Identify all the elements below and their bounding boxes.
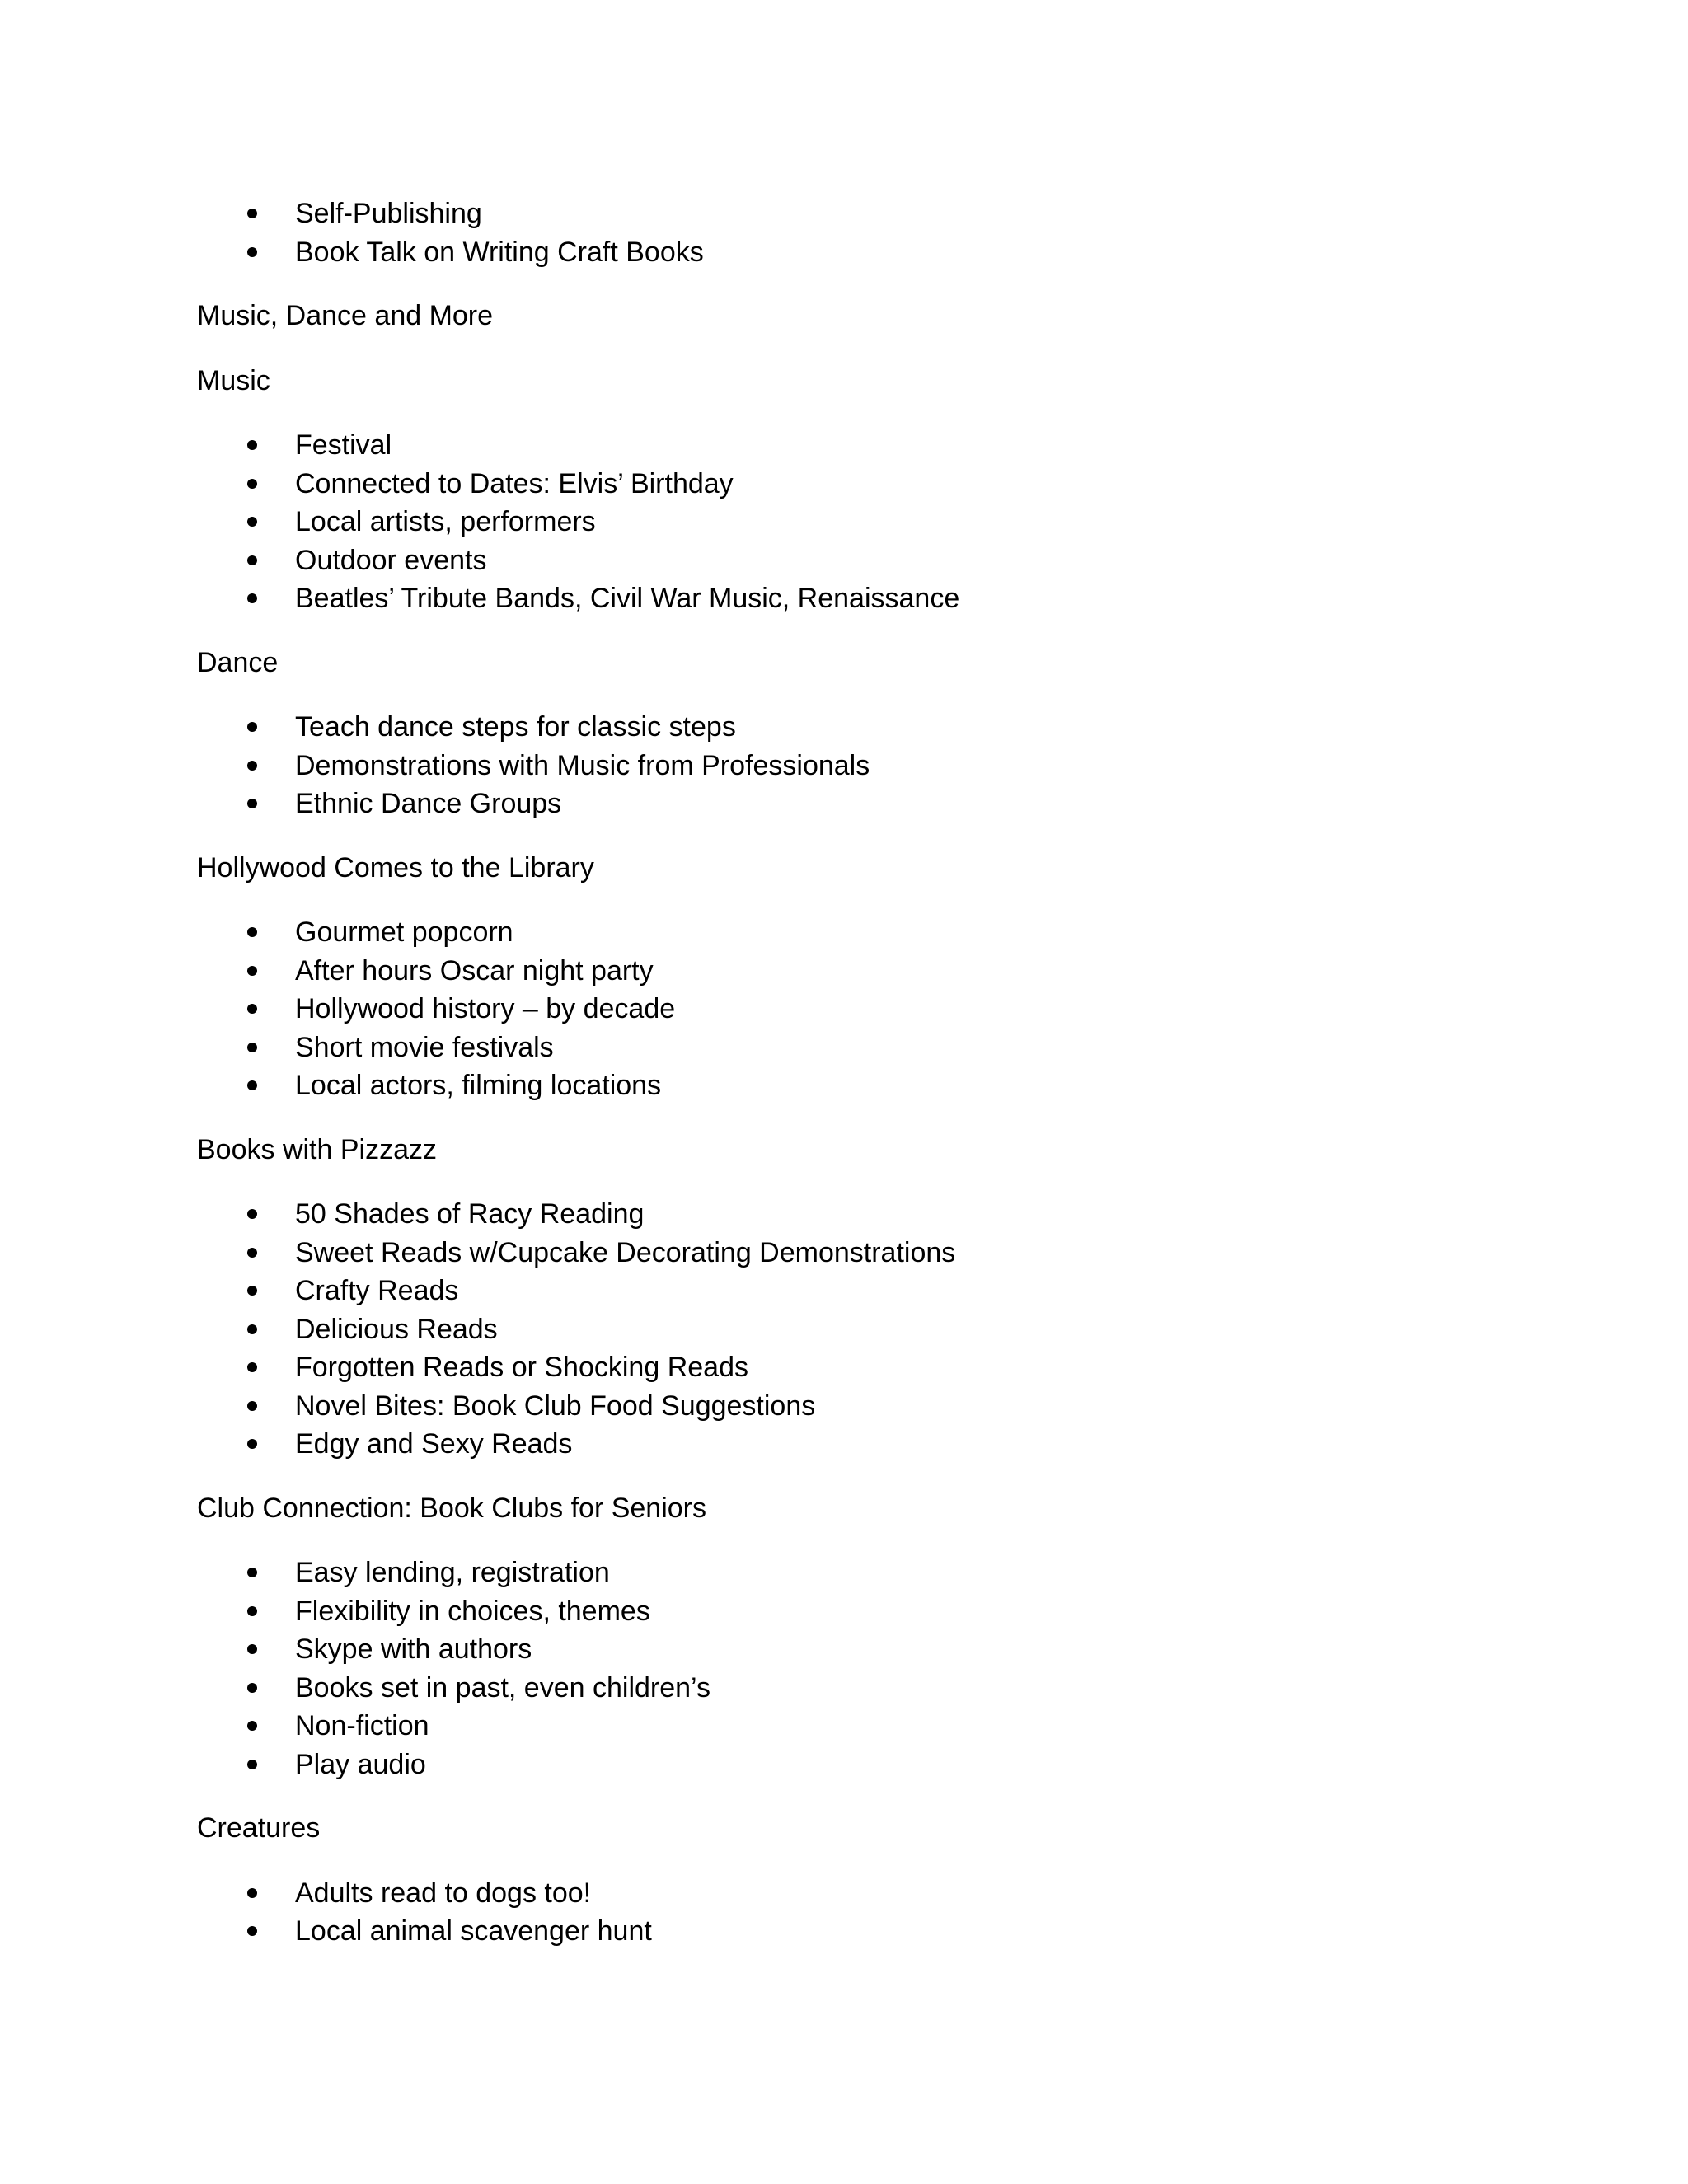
list-item-text: Short movie festivals: [295, 1031, 554, 1063]
bullet-icon: [247, 1248, 257, 1258]
bullet-icon: [247, 1209, 257, 1219]
music-list: [197, 426, 1483, 618]
section-heading-books-pizzazz: Books with Pizzazz: [197, 1133, 437, 1165]
bullet-icon: [247, 1004, 257, 1014]
intro-list: [197, 194, 1483, 271]
list-item-text: Teach dance steps for classic steps: [295, 711, 736, 743]
bullet-icon: [247, 1683, 257, 1693]
list-item: [197, 1874, 1483, 1913]
list-item-text: Connected to Dates: Elvis’ Birthday: [295, 467, 734, 499]
list-item: [197, 1707, 1483, 1746]
list-item: [197, 785, 1483, 823]
list-item: [197, 1272, 1483, 1310]
bullet-icon: [247, 722, 257, 732]
books-pizzazz-list: [197, 1195, 1483, 1464]
bullet-icon: [247, 1362, 257, 1372]
list-item: [197, 503, 1483, 541]
creatures-list: [197, 1874, 1483, 1951]
list-item: [197, 1066, 1483, 1105]
list-item-text: Ethnic Dance Groups: [295, 788, 562, 819]
list-item: [197, 952, 1483, 991]
section-heading-music: Music: [197, 364, 270, 396]
bullet-icon: [247, 555, 257, 565]
bullet-icon: [247, 209, 257, 218]
bullet-icon: [247, 247, 257, 257]
bullet-icon: [247, 1401, 257, 1411]
list-item: [197, 1746, 1483, 1784]
list-item: [197, 233, 1483, 272]
list-item-text: Sweet Reads w/Cupcake Decorating Demonstrations: [295, 1236, 956, 1268]
bullet-icon: [247, 517, 257, 527]
bullet-icon: [247, 1568, 257, 1577]
list-item: [197, 1669, 1483, 1708]
bullet-icon: [247, 1439, 257, 1449]
bullet-icon: [247, 1760, 257, 1769]
bullet-icon: [247, 1606, 257, 1616]
bullet-icon: [247, 1644, 257, 1654]
list-item: [197, 1310, 1483, 1349]
bullet-icon: [247, 1043, 257, 1052]
bullet-icon: [247, 1080, 257, 1090]
list-item-text: After hours Oscar night party: [295, 954, 654, 987]
bullet-icon: [247, 761, 257, 771]
list-item: [197, 465, 1483, 504]
list-item-text: Demonstrations with Music from Professionals: [295, 749, 870, 781]
list-item-text: Book Talk on Writing Craft Books: [295, 236, 704, 268]
bullet-icon: [247, 927, 257, 937]
list-item: [197, 1029, 1483, 1067]
bullet-icon: [247, 799, 257, 808]
bullet-icon: [247, 1721, 257, 1731]
list-item: [197, 1554, 1483, 1592]
bullet-icon: [247, 1888, 257, 1898]
bullet-icon: [247, 479, 257, 489]
list-item-text: Forgotten Reads or Shocking Reads: [295, 1352, 748, 1383]
document-content: [197, 194, 1483, 1976]
list-item-text: Non-fiction: [295, 1710, 429, 1741]
list-item: [197, 194, 1483, 233]
list-item-text: Adults read to dogs too!: [295, 1877, 592, 1909]
list-item-text: Delicious Reads: [295, 1313, 498, 1345]
list-item: [197, 747, 1483, 785]
list-item-text: 50 Shades of Racy Reading: [295, 1198, 645, 1230]
list-item: [197, 1630, 1483, 1669]
club-connection-list: [197, 1554, 1483, 1783]
section-heading-club-connection: Club Connection: Book Clubs for Seniors: [197, 1492, 706, 1524]
list-item-text: Novel Bites: Book Club Food Suggestions: [295, 1390, 816, 1422]
bullet-icon: [247, 440, 257, 450]
dance-list: [197, 708, 1483, 823]
list-item: [197, 1234, 1483, 1272]
list-item: [197, 708, 1483, 747]
bullet-icon: [247, 1324, 257, 1334]
list-item: [197, 1592, 1483, 1631]
list-item: [197, 990, 1483, 1029]
section-heading-hollywood: Hollywood Comes to the Library: [197, 851, 594, 883]
list-item: [197, 1348, 1483, 1387]
list-item-text: Easy lending, registration: [295, 1557, 610, 1588]
list-item-text: Skype with authors: [295, 1633, 532, 1665]
list-item-text: Beatles’ Tribute Bands, Civil War Music, Renaissance: [295, 583, 960, 614]
list-item-text: Books set in past, even children’s: [295, 1671, 710, 1704]
list-item-text: Flexibility in choices, themes: [295, 1595, 650, 1627]
list-item: [197, 1195, 1483, 1234]
section-heading-dance: Dance: [197, 646, 279, 678]
list-item-text: Outdoor events: [295, 544, 487, 576]
list-item-text: Self-Publishing: [295, 198, 482, 229]
list-item: [197, 426, 1483, 465]
section-heading-creatures: Creatures: [197, 1812, 321, 1844]
bullet-icon: [247, 1286, 257, 1296]
list-item: [197, 913, 1483, 952]
section-heading-music-dance: Music, Dance and More: [197, 300, 494, 331]
list-item-text: Edgy and Sexy Reads: [295, 1428, 573, 1460]
list-item-text: Festival: [295, 429, 392, 461]
list-item-text: Hollywood history – by decade: [295, 993, 676, 1024]
list-item: [197, 541, 1483, 580]
list-item: [197, 1425, 1483, 1464]
list-item: [197, 1912, 1483, 1951]
bullet-icon: [247, 593, 257, 603]
bullet-icon: [247, 1926, 257, 1936]
list-item: [197, 579, 1483, 618]
list-item-text: Local artists, performers: [295, 506, 596, 537]
hollywood-list: [197, 913, 1483, 1105]
list-item-text: Crafty Reads: [295, 1275, 459, 1306]
list-item-text: Local animal scavenger hunt: [295, 1915, 652, 1947]
list-item-text: Local actors, filming locations: [295, 1070, 662, 1101]
list-item-text: Play audio: [295, 1748, 426, 1780]
bullet-icon: [247, 966, 257, 976]
list-item: [197, 1387, 1483, 1426]
list-item-text: Gourmet popcorn: [295, 916, 513, 948]
